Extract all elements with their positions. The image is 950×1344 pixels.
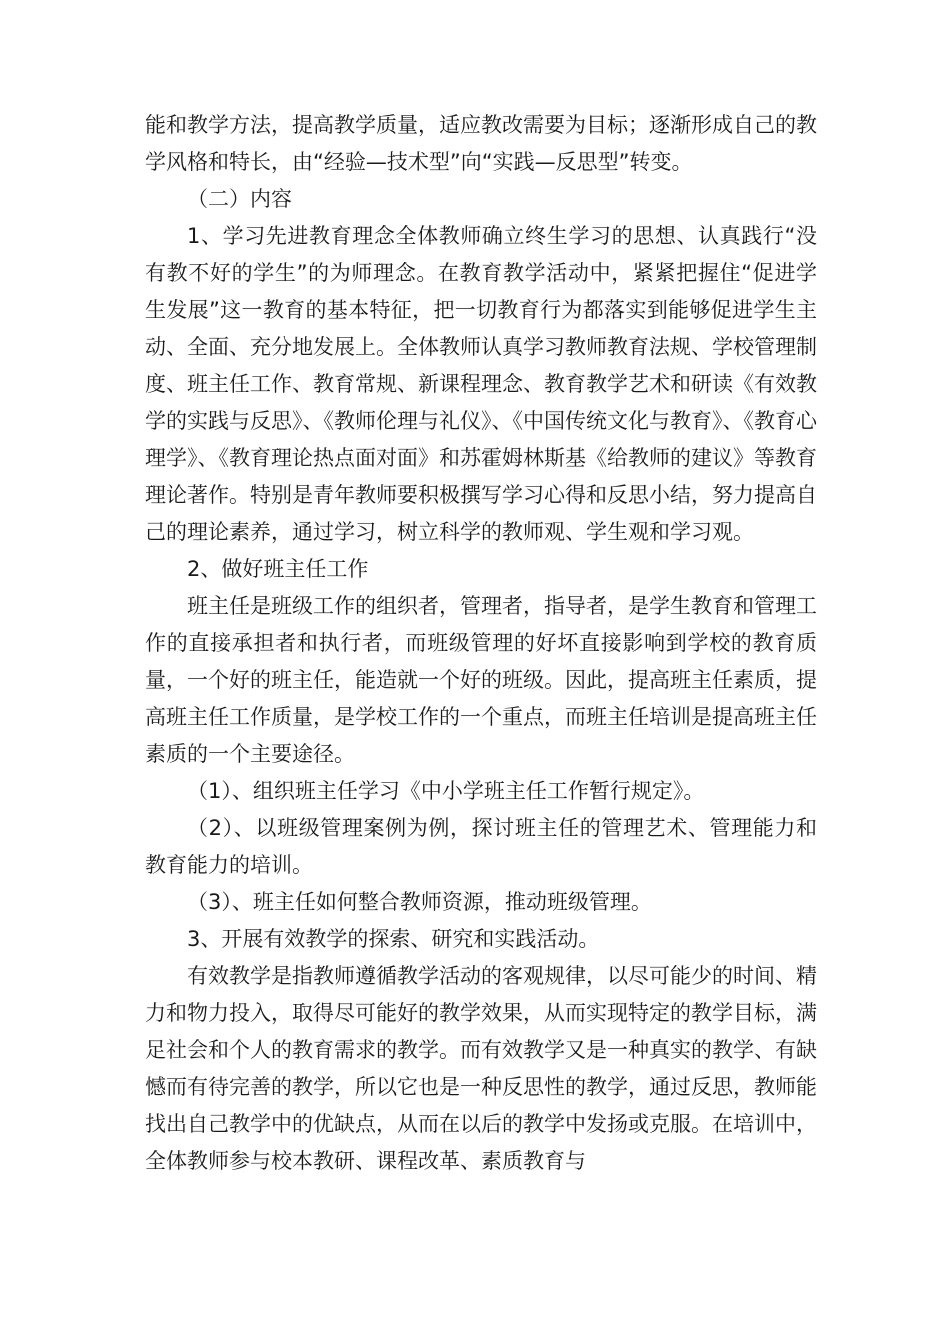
list-item-3: （3）、班主任如何整合教师资源，推动班级管理。 [187, 890, 652, 914]
subheading-head-teacher-work: 2、做好班主任工作 [187, 557, 369, 581]
paragraph-effective-teaching: 有效教学是指教师遵循教学活动的客观规律，以尽可能少的时间、精力和物力投入，取得尽可能好的教学效果，从而实现特定的教学目标，满足社会和个人的教育需求的教学。而有效教学又是一种真实的教学、有缺憾而有待完善的教学，所以它也是一种反思性的教学，通过反思，教师能找出自己教学中的优缺点，从而在以后的教学中发扬或克服。在培训中，全体教师参与校本教研、课程改革、素质教育与 [145, 964, 817, 1173]
document-body [145, 107, 817, 1180]
paragraph-learning-concepts: 1、学习先进教育理念全体教师确立终生学习的思想、认真践行“没有教不好的学生”的为师理念。在教育教学活动中，紧紧把握住“促进学生发展”这一教育的基本特征，把一切教育行为都落实到能够促进学生主动、全面、充分地发展上。全体教师认真学习教师教育法规、学校管理制度、班主任工作、教育常规、新课程理念、教育教学艺术和研读《有效教学的实践与反思》、《教师伦理与礼仪》、《中国传统文化与教育》、《教育心理学》、《教育理论热点面对面》和苏霍姆林斯基《给教师的建议》等教育理论著作。特别是青年教师要积极撰写学习心得和反思小结，努力提高自己的理论素养，通过学习，树立科学的教师观、学生观和学习观。 [145, 224, 817, 544]
subheading-effective-teaching: 3、开展有效教学的探索、研究和实践活动。 [187, 927, 600, 951]
paragraph-head-teacher: 班主任是班级工作的组织者，管理者，指导者，是学生教育和管理工作的直接承担者和执行者，而班级管理的好坏直接影响到学校的教育质量，一个好的班主任，能造就一个好的班级。因此，提高班主任素质，提高班主任工作质量，是学校工作的一个重点，而班主任培训是提高班主任素质的一个主要途径。 [145, 594, 817, 766]
list-item-1: （1）、组织班主任学习《中小学班主任工作暂行规定》。 [187, 779, 705, 803]
section-heading-content: （二）内容 [187, 187, 292, 211]
paragraph-continuation: 能和教学方法，提高教学质量，适应教改需要为目标；逐渐形成自己的教学风格和特长，由“经验—技术型”向“实践—反思型”转变。 [145, 113, 817, 174]
list-item-2: （2）、以班级管理案例为例，探讨班主任的管理艺术、管理能力和教育能力的培训。 [145, 816, 817, 877]
